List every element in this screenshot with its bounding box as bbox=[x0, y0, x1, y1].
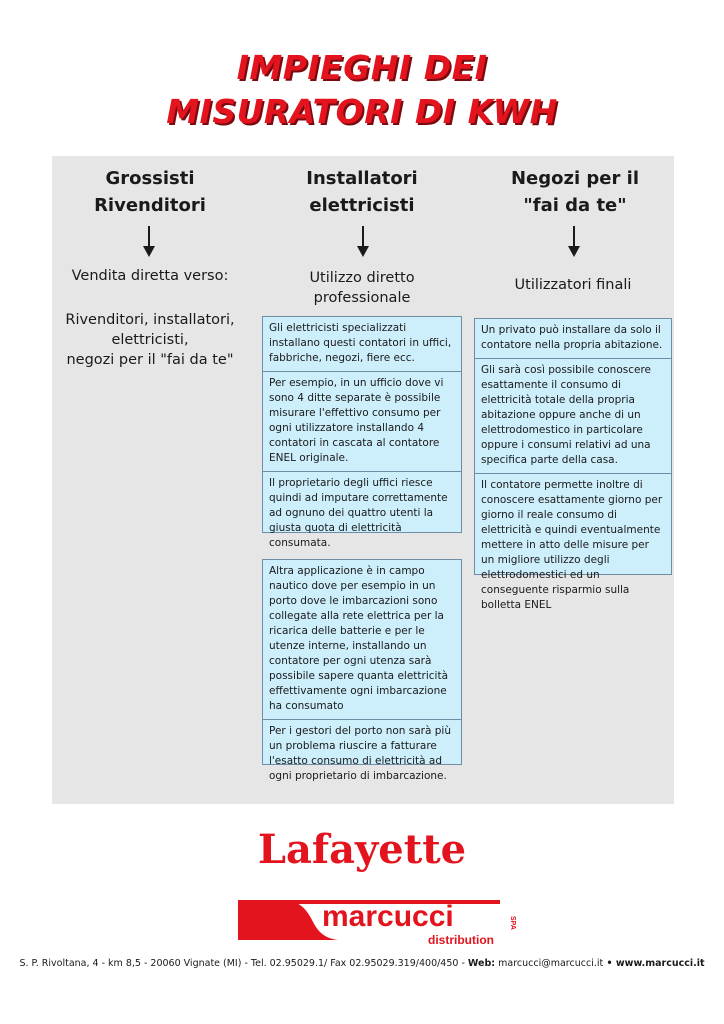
footer-website[interactable]: • www.marcucci.it bbox=[603, 958, 705, 969]
info-paragraph: Il proprietario degli uffici riesce quindi ad imputare correttamente ad ognuno dei quattro utenti la giusta quota di elettricità consumata. bbox=[269, 477, 448, 549]
info-paragraph: Per esempio, in un ufficio dove vi sono 4 ditte separate è possibile misurare l'effettivo consumo per ogni utilizzatore installando 4 contatori in cascata al contatore ENEL originale. bbox=[263, 372, 461, 472]
nautico-info-box bbox=[262, 559, 462, 782]
page-title bbox=[0, 46, 724, 134]
col3-subtitle: Utilizzatori finali bbox=[514, 277, 632, 293]
brand-name: Lafayette bbox=[257, 826, 467, 873]
footer-email[interactable]: marcucci@marcucci.it bbox=[495, 958, 604, 969]
col1-recipient-list bbox=[58, 310, 242, 370]
heading-line: "fai da te" bbox=[523, 195, 627, 216]
heading-line: Grossisti bbox=[105, 168, 195, 189]
contact-footer bbox=[0, 958, 724, 969]
logo-spa-text: SPA bbox=[509, 916, 516, 930]
logo-main-text: marcucci bbox=[322, 900, 454, 933]
footer-web-label: Web: bbox=[467, 958, 496, 969]
heading-line: Negozi per il bbox=[510, 168, 639, 189]
arrow-down-icon bbox=[141, 226, 157, 258]
marcucci-logo bbox=[238, 886, 518, 950]
col1-subtitle: Vendita diretta verso: bbox=[71, 268, 229, 284]
subtitle-line: professionale bbox=[313, 290, 411, 306]
info-paragraph: Il contatore permette inoltre di conoscere esattamente giorno per giorno il reale consumo di elettricità e quindi eventualmente mettere in atto delle misure per un migliore utilizzo degli elettrodomestici ed un conseguente risparmio sulla bolletta ENEL bbox=[481, 479, 663, 611]
title-line-1: IMPIEGHI DEI bbox=[236, 48, 488, 87]
info-paragraph: Gli sarà così possibile conoscere esattamente il consumo di elettricità totale della propria abitazione oppure anche di un elettrodomestico in particolare oppure i consumi relativi ad una specifica parte della casa. bbox=[475, 359, 671, 474]
subtitle-line: Utilizzo diretto bbox=[309, 270, 415, 286]
heading-line: Rivenditori bbox=[94, 195, 206, 216]
info-paragraph: Per i gestori del porto non sarà più un problema riuscire a fatturare l'esatto consumo di elettricità ad ogni proprietario di imbarcazione. bbox=[269, 725, 452, 782]
col2-subtitle bbox=[262, 268, 462, 308]
arrow-down-icon bbox=[355, 226, 371, 258]
info-paragraph: Gli elettricisti specializzati installano questi contatori in uffici, fabbriche, negozi, fiere ecc. bbox=[263, 317, 461, 372]
info-paragraph: Un privato può installare da solo il contatore nella propria abitazione. bbox=[475, 319, 671, 359]
title-line-2: MISURATORI DI KWH bbox=[166, 92, 558, 131]
logo-sub-text: distribution bbox=[428, 933, 494, 947]
column-heading-grossisti bbox=[62, 165, 238, 219]
list-line: negozi per il "fai da te" bbox=[66, 352, 234, 368]
info-paragraph: Altra applicazione è in campo nautico dove per esempio in un porto dove le imbarcazioni sono collegate alla rete elettrica per la ricarica delle batterie e per le utenze interne, installando un contatore per ogni utenza sarà possibile sapere quanta elettricità effettivamente ogni imbarcazione ha consumato bbox=[263, 560, 461, 720]
list-line: elettricisti, bbox=[111, 332, 189, 348]
footer-address: S. P. Rivoltana, 4 - km 8,5 - 20060 Vignate (MI) - Tel. 02.95029.1/ Fax 02.95029.319/400/450 - bbox=[19, 958, 468, 969]
column-heading-negozi bbox=[478, 165, 672, 219]
arrow-down-icon bbox=[566, 226, 582, 258]
installatori-info-box bbox=[262, 316, 462, 549]
column-heading-installatori bbox=[272, 165, 452, 219]
list-line: Rivenditori, installatori, bbox=[65, 312, 235, 328]
privati-info-box bbox=[474, 318, 672, 611]
heading-line: Installatori bbox=[306, 168, 418, 189]
heading-line: elettricisti bbox=[309, 195, 415, 216]
